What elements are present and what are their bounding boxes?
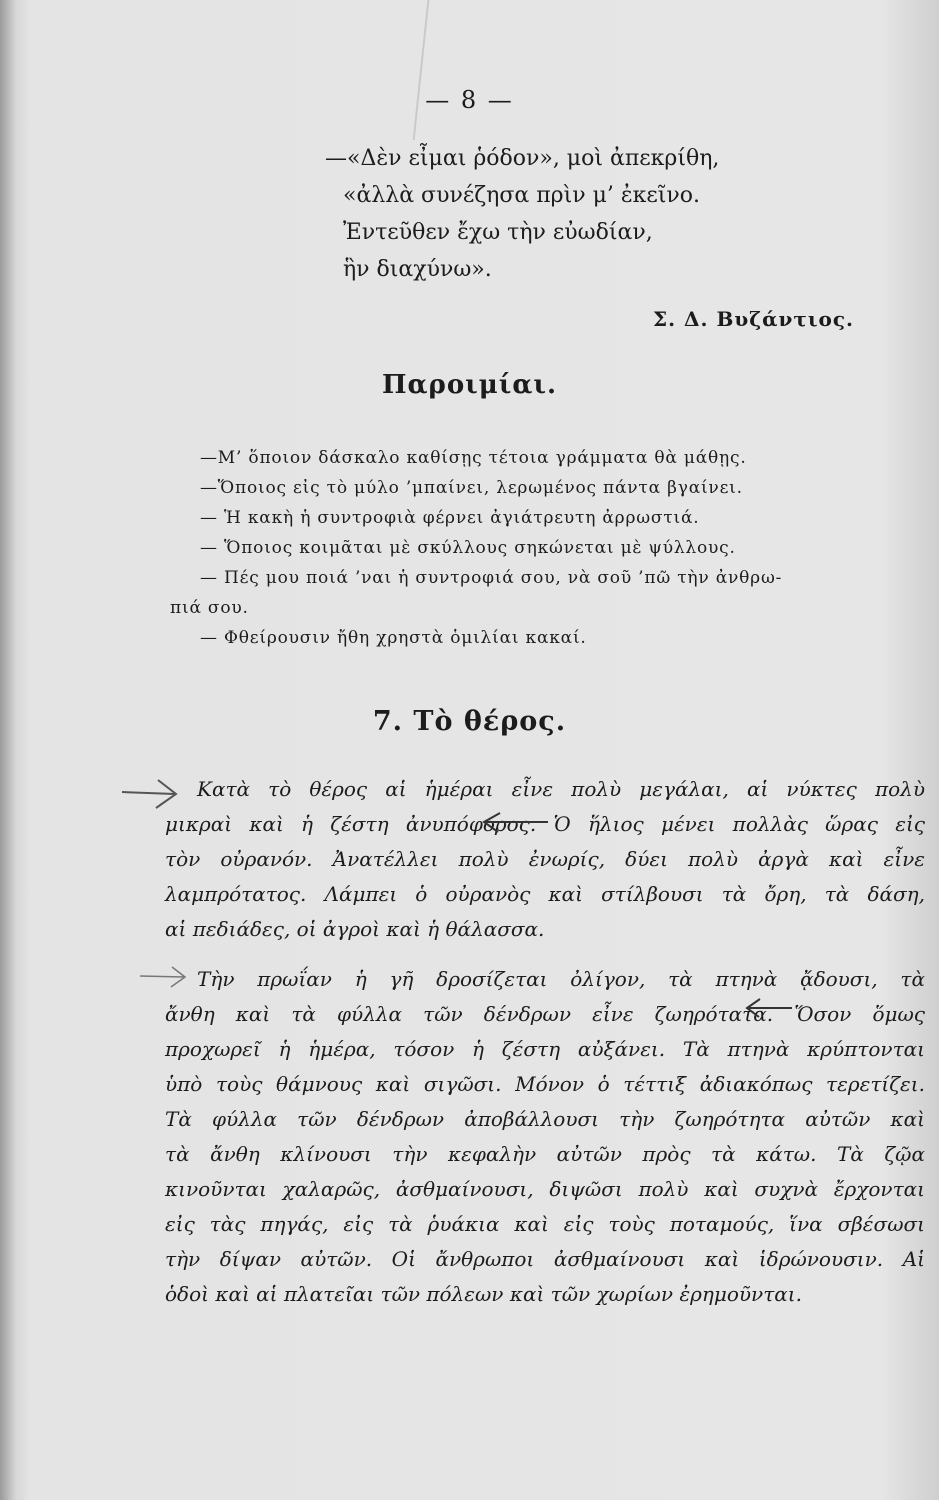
- text-line: μικραὶ καὶ ἡ ζέστη ἀνυπόφορος. Ὁ ἥλιος μένει πολλὰς ὥρας εἰς: [165, 812, 925, 836]
- text-line: τὰ ἄνθη κλίνουσι τὴν κεφαλὴν αὐτῶν πρὸς τὰ κάτω. Τὰ ζῷα: [165, 1142, 925, 1166]
- handwritten-arrow-icon: [138, 962, 188, 992]
- text-line: εἰς τὰς πηγάς, εἰς τὰ ῥυάκια καὶ εἰς τοὺς ποταμούς, ἵνα σβέσωσι: [165, 1212, 925, 1236]
- proverb-line: — Ὅποιος κοιμᾶται μὲ σκύλλους σηκώνεται μὲ ψύλλους.: [200, 538, 736, 558]
- text-line: προχωρεῖ ἡ ἡμέρα, τόσον ἡ ζέστη αὐξάνει. Τὰ πτηνὰ κρύπτονται: [165, 1037, 925, 1061]
- proverb-line: — Ἡ κακὴ ἡ συντροφιὰ φέρνει ἀγιάτρευτη ἀρρωστιά.: [200, 508, 700, 528]
- poem-line: Ἐντεῦθεν ἔχω τὴν εὐωδίαν,: [343, 220, 653, 245]
- text-line: ἄνθη καὶ τὰ φύλλα τῶν δένδρων εἶνε ζωηρότατα. Ὅσον ὅμως: [165, 1002, 925, 1026]
- handwritten-arrow-icon: [120, 772, 180, 812]
- text-line: λαμπρότατος. Λάμπει ὁ οὐρανὸς καὶ στίλβουσι τὰ ὄρη, τὰ δάση,: [165, 882, 925, 906]
- proverb-line: — Πές μου ποιά ’ναι ἡ συντροφιά σου, νὰ σοῦ ’πῶ τὴν ἀνθρω-: [200, 568, 783, 588]
- handwritten-arrow-icon: [480, 810, 550, 836]
- text-line: ὁδοὶ καὶ αἱ πλατεῖαι τῶν πόλεων καὶ τῶν χωρίων ἐρημοῦνται.: [165, 1282, 802, 1306]
- proverb-line: —Ὅποιος εἰς τὸ μύλο ’μπαίνει, λερωμένος πάντα βγαίνει.: [200, 478, 743, 498]
- text-line: Τὰ φύλλα τῶν δένδρων ἀποβάλλουσι τὴν ζωηρότητα αὐτῶν καὶ: [165, 1107, 925, 1131]
- poem-line: —«Δὲν εἶμαι ῥόδον», μοὶ ἀπεκρίθη,: [325, 146, 720, 171]
- proverbs-list: [170, 443, 930, 653]
- poem-line: «ἀλλὰ συνέζησα πρὶν μ’ ἐκεῖνο.: [343, 183, 701, 208]
- text-line: αἱ πεδιάδες, οἱ ἀγροὶ καὶ ἡ θάλασσα.: [165, 917, 545, 941]
- summer-paragraph-1: [165, 772, 925, 947]
- proverb-line: — Φθείρουσιν ἤθη χρηστὰ ὁμιλίαι κακαί.: [200, 628, 587, 648]
- page-number: — 8 —: [425, 86, 514, 114]
- summer-heading: 7. Τὸ θέρος.: [372, 706, 567, 737]
- handwritten-arrow-icon: [744, 996, 794, 1022]
- text-line: ὑπὸ τοὺς θάμνους καὶ σιγῶσι. Μόνον ὁ τέττιξ ἀδιακόπως τερετίζει.: [165, 1072, 925, 1096]
- proverbs-heading: Παροιμίαι.: [381, 370, 558, 400]
- text-line: τὸν οὐρανόν. Ἀνατέλλει πολὺ ἐνωρίς, δύει πολὺ ἀργὰ καὶ εἶνε: [165, 847, 925, 871]
- paper-crease: [413, 0, 470, 140]
- proverb-line: —Μ’ ὅποιον δάσκαλο καθίσῃς τέτοια γράμματα θὰ μάθῃς.: [200, 448, 747, 468]
- poem-excerpt: [325, 140, 719, 288]
- text-line: κινοῦνται χαλαρῶς, ἀσθμαίνουσι, διψῶσι πολὺ καὶ συχνὰ ἔρχονται: [165, 1177, 925, 1201]
- text-line: Κατὰ τὸ θέρος αἱ ἡμέραι εἶνε πολὺ μεγάλαι, αἱ νύκτες πολὺ: [197, 777, 925, 801]
- page-edge-shadow: [0, 0, 16, 1500]
- text-line: τὴν δίψαν αὐτῶν. Οἱ ἄνθρωποι ἀσθμαίνουσι καὶ ἱδρώνουσιν. Αἱ: [165, 1247, 925, 1271]
- proverb-line-continuation: πιά σου.: [170, 598, 249, 618]
- poem-author: Σ. Δ. Βυζάντιος.: [652, 307, 854, 331]
- summer-paragraph-2: [165, 962, 925, 1312]
- poem-line: ἣν διαχύνω».: [343, 257, 492, 282]
- text-line: Τὴν πρωΐαν ἡ γῆ δροσίζεται ὀλίγον, τὰ πτηνὰ ᾄδουσι, τὰ: [197, 967, 925, 991]
